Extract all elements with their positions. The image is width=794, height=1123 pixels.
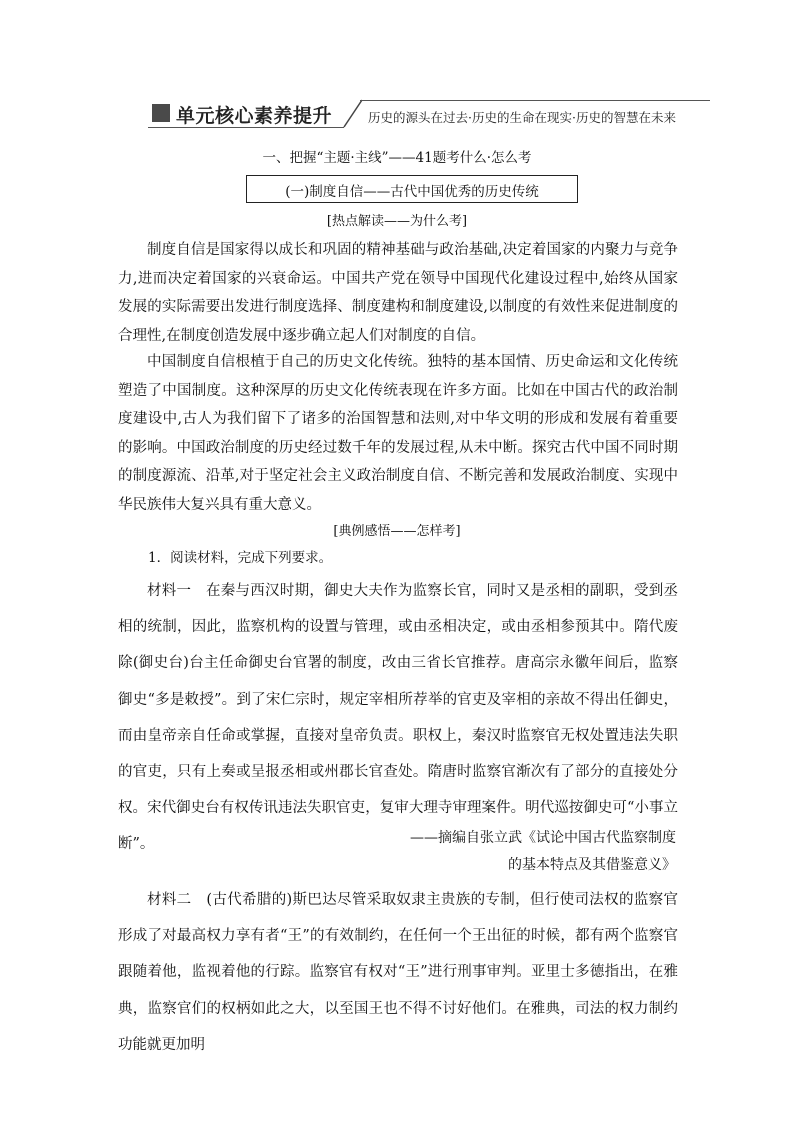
paragraph-2: 中国制度自信根植于自己的历史文化传统。独特的基本国情、历史命运和文化传统塑造了中国制度。这种深厚的历史文化传统表现在许多方面。比如在中国古代的政治制度建设中,古人为我们留下了诸多的治国智慧和法则,对中华文明的形成和发展有着重要的影响。中国政治制度的历史经过数千年的发展过程,从未中断。探究古代中国不同时期的制度源流、沿革,对于坚定社会主义政治制度自信、不断完善和发展政治制度、实现中华民族伟大复兴具有重大意义。 — [118, 354, 678, 513]
banner-overline — [360, 100, 710, 101]
section-heading: 一、把握“主题·主线”——41题考什么·怎么考 — [262, 150, 532, 166]
boxed-heading-text: (一)制度自信——古代中国优秀的历史传统 — [285, 184, 539, 200]
banner-title: 单元核心素养提升 — [176, 105, 333, 127]
unit-banner — [148, 100, 710, 130]
banner-square-icon — [152, 104, 170, 122]
material-2: 材料二 (古代希腊的)斯巴达尽管采取奴隶主贵族的专制，但行使司法权的监察官形成了对最高权力享有者“王”的有效制约，在任何一个王出征的时候，都有两个监察官跟随着他，监视着他的行踪。监察官有权对“王”进行刑事审判。亚里士多德指出，在雅典，监察官们的权柄如此之大，以至国王也不得不讨好他们。在雅典，司法的权力制约功能就更加明 — [118, 892, 678, 1053]
boxed-heading — [246, 175, 578, 203]
material-1: 材料一 在秦与西汉时期，御史大夫作为监察长官，同时又是丞相的副职，受到丞相的统制，因此，监察机构的设置与管理，或由丞相决定，或由丞相参预其中。隋代废除(御史台)台主任命御史台官署的制度，改由三省长官推荐。唐高宗永徽年间后，监察御史“多是敕授”。到了宋仁宗时，规定宰相所荐举的官吏及宰相的亲故不得出任御史，而由皇帝亲自任命或掌握，直接对皇帝负责。职权上，秦汉时监察官无权处置违法失职的官吏，只有上奏或呈报丞相或州郡长官查处。隋唐时监察官渐次有了部分的直接处分权。宋代御史台有权传讯违法失职官吏，复审大理寺审理案件。明代巡按御史可“小事立断”。 — [118, 583, 678, 853]
question-prompt: 1．阅读材料，完成下列要求。 — [148, 550, 333, 566]
banner-slash-divider — [336, 98, 370, 128]
banner-underline — [148, 127, 344, 128]
banner-slogan: 历史的源头在过去·历史的生命在现实·历史的智慧在未来 — [368, 110, 676, 125]
subheading-hot-topic: [热点解读——为什么考] — [326, 214, 468, 229]
source-citation-line-2: 的基本特点及其借鉴意义》 — [508, 857, 676, 873]
paragraph-1: 制度自信是国家得以成长和巩固的精神基础与政治基础,决定着国家的内聚力与竞争力,进而决定着国家的兴衰命运。中国共产党在领导中国现代化建设过程中,始终从国家发展的实际需要出发进行制度选择、制度建构和制度建设,以制度的有效性来促进制度的合理性,在制度创造发展中逐步确立起人们对制度的自信。 — [118, 242, 678, 344]
subheading-example: [典例感悟——怎样考] — [333, 524, 461, 539]
source-citation-line-1: ——摘编自张立武《试论中国古代监察制度 — [410, 830, 676, 846]
